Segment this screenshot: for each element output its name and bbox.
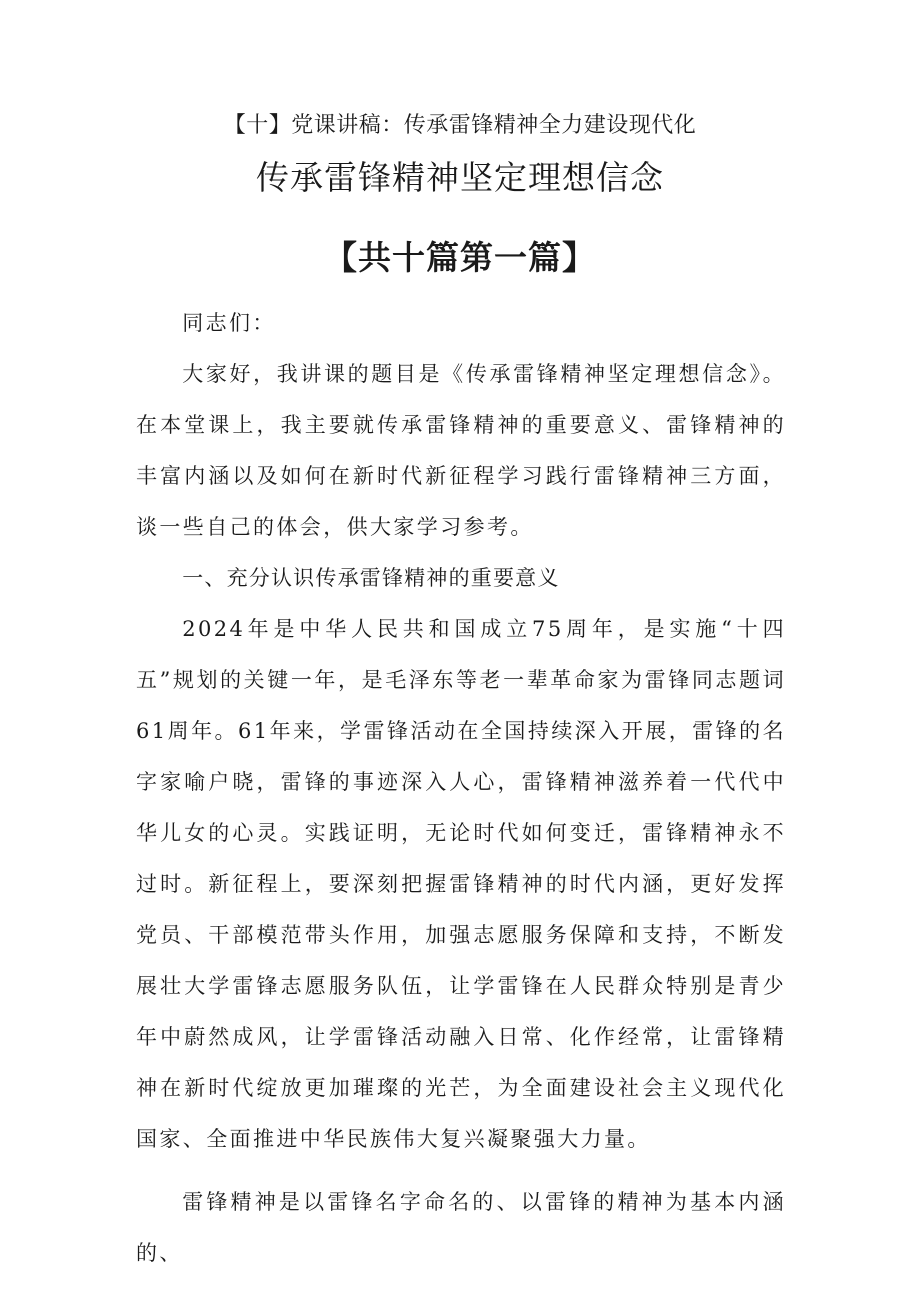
document-main-title: 传承雷锋精神坚定理想信念 [256,158,664,197]
document-sub-title: 【共十篇第一篇】 [324,238,596,277]
salutation: 同志们： [182,311,276,335]
body-paragraph-intro: 大家好，我讲课的题目是《传承雷锋精神坚定理想信念》。在本堂课上，我主要就传承雷锋精神的重要意义、雷锋精神的丰富内涵以及如何在新时代新征程学习践行雷锋精神三方面，谈一些自己的体会，供大家学习参考。 [136,362,786,539]
document-body [136,298,786,1279]
body-paragraph-significance: 2024年是中华人民共和国成立75周年，是实施“十四五”规划的关键一年，是毛泽东等老一辈革命家为雷锋同志题词61周年。61年来，学雷锋活动在全国持续深入开展，雷锋的名字家喻户晓，雷锋的事迹深入人心，雷锋精神滋养着一代代中华儿女的心灵。实践证明，无论时代如何变迁，雷锋精神永不过时。新征程上，要深刻把握雷锋精神的时代内涵，更好发挥党员、干部模范带头作用，加强志愿服务保障和支持，不断发展壮大学雷锋志愿服务队伍，让学雷锋在人民群众特别是青少年中蔚然成风，让学雷锋活动融入日常、化作经常，让雷锋精神在新时代绽放更加璀璨的光芒，为全面建设社会主义现代化国家、全面推进中华民族伟大复兴凝聚强大力量。 [136,617,786,1151]
body-paragraph-definition: 雷锋精神是以雷锋名字命名的、以雷锋的精神为基本内涵的、 [136,1190,786,1265]
section-heading-1: 一、充分认识传承雷锋精神的重要意义 [182,566,560,590]
document-sup-title: 【十】党课讲稿：传承雷锋精神全力建设现代化 [223,113,697,138]
